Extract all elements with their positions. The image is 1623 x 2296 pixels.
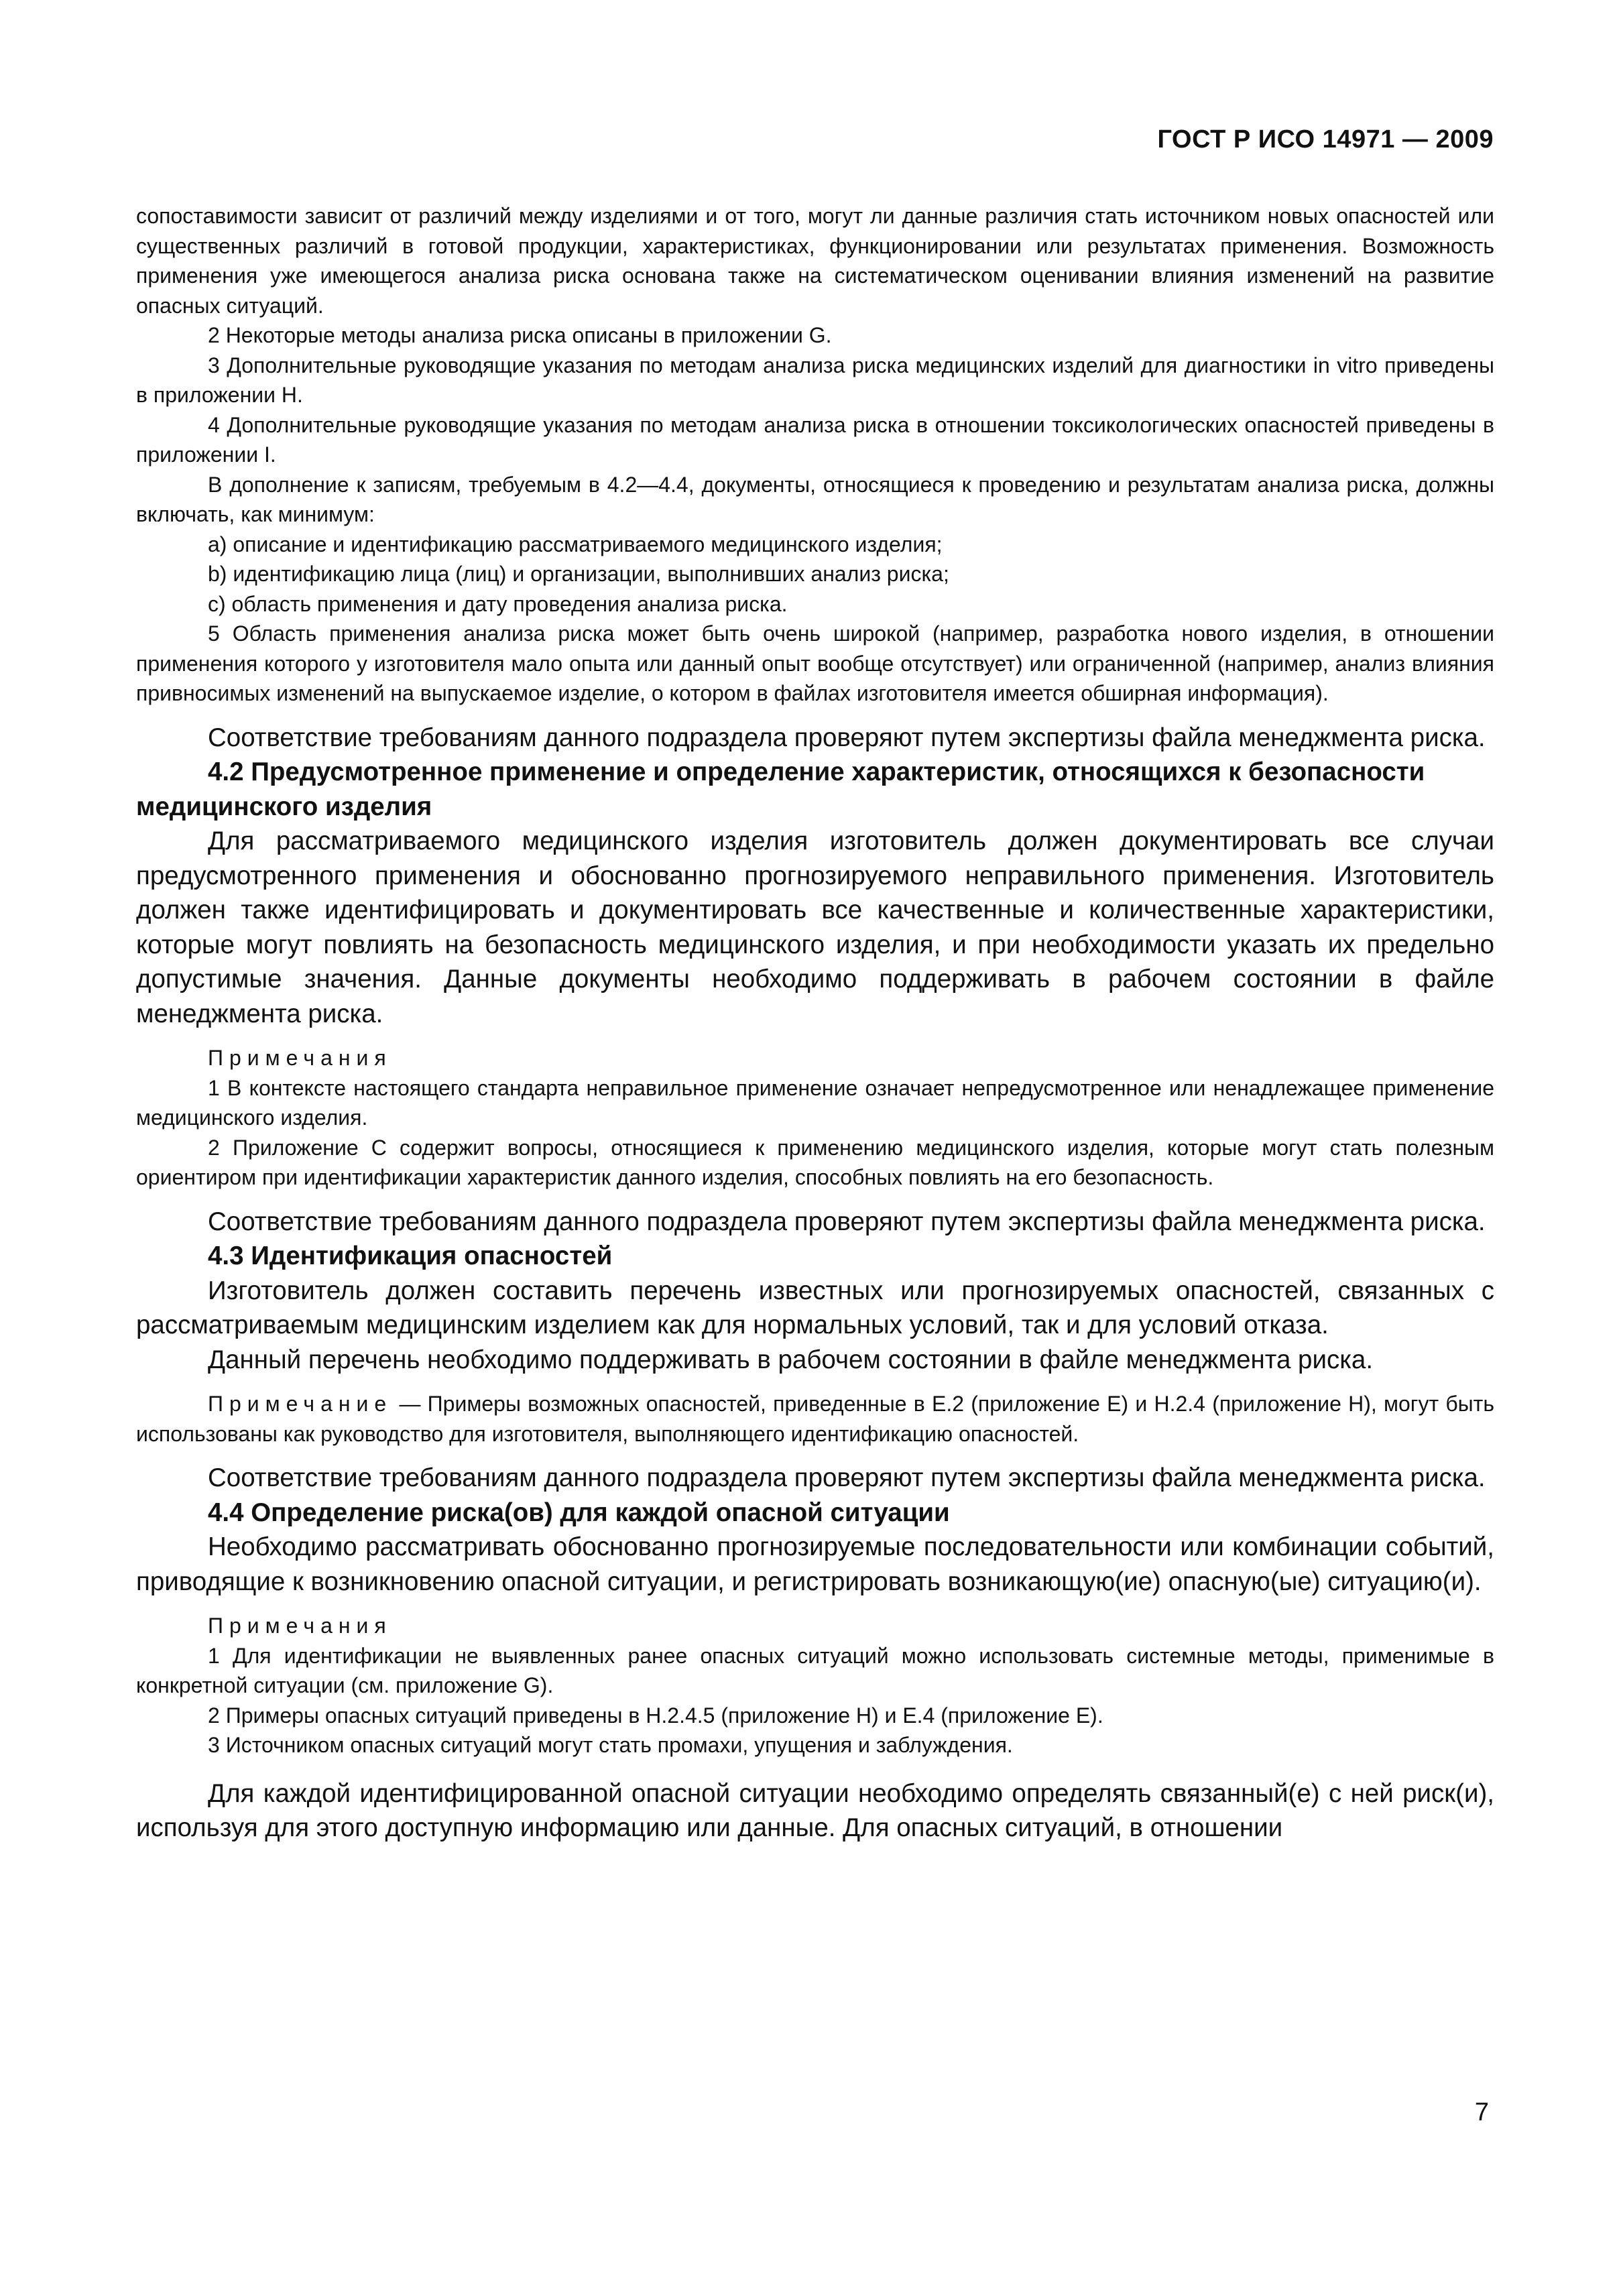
section-number: 4.4 xyxy=(208,1498,244,1527)
note-5: 5 Область применения анализа риска может быть очень широкой (например, разработка нового изделия, в отношении применения которого у изготовителя мало опыта или данный опыт вообще отсутствует) или ограниченной (например, анализ влияния привносимых изменений на выпускаемое изделие, о котором в файлах изготовителя имеется обширная информация). xyxy=(136,621,1494,705)
note-text: — Примеры возможных опасностей, приведенные в E.2 (приложение E) и H.2.4 (приложение H), могут быть использованы как руководство для изготовителя, выполняющего идентификацию опасностей. xyxy=(136,1392,1495,1446)
page-body xyxy=(136,201,1494,1846)
section-heading-4-4 xyxy=(136,1496,1494,1530)
section-title: Предусмотренное применение и определение характеристик, относящихся к безопасности медицинского изделия xyxy=(136,758,1425,821)
section-4-4-body-1: Необходимо рассматривать обоснованно прогнозируемые последовательности или комбинации событий, приводящие к возникновению опасной ситуации, и регистрировать возникающую(ие) опасную(ые) ситуацию(и). xyxy=(136,1532,1494,1596)
section-4-3-note xyxy=(136,1389,1494,1449)
notes-label: Примечания xyxy=(208,1046,392,1070)
note-label: Примечание xyxy=(208,1392,393,1416)
section-4-4-note-2: 2 Примеры опасных ситуаций приведены в H.2.4.5 (приложение H) и E.4 (приложение E). xyxy=(208,1703,1103,1728)
intro-paragraph: сопоставимости зависит от различий между изделиями и от того, могут ли данные различия стать источником новых опасностей или существенных различий в готовой продукции, характеристиках, функционировании или результатах применения. Возможность применения уже имеющегося анализа риска основана также на систематическом оценивании влияния изменений на развитие опасных ситуаций. xyxy=(136,204,1494,318)
compliance-paragraph: Соответствие требованиям данного подраздела проверяют путем экспертизы файла менеджмента риска. xyxy=(208,1207,1486,1236)
compliance-paragraph: Соответствие требованиям данного подраздела проверяют путем экспертизы файла менеджмента риска. xyxy=(208,1463,1486,1492)
section-4-4-body-2: Для каждой идентифицированной опасной ситуации необходимо определять связанный(е) с ней риск(и), используя для этого доступную информацию или данные. Для опасных ситуаций, в отношении xyxy=(136,1778,1494,1842)
document-id-header: ГОСТ Р ИСО 14971 — 2009 xyxy=(1157,125,1494,154)
note-3: 3 Дополнительные руководящие указания по методам анализа риска медицинских изделий для диагностики in vitro приведены в приложении H. xyxy=(136,353,1494,407)
list-item-a: a) описание и идентификацию рассматриваемого медицинского изделия; xyxy=(208,532,943,556)
section-4-4-note-3: 3 Источником опасных ситуаций могут стать промахи, упущения и заблуждения. xyxy=(208,1733,1013,1757)
list-item-b: b) идентификацию лица (лиц) и организации, выполнивших анализ риска; xyxy=(208,562,949,586)
intro-notes xyxy=(136,201,1494,709)
page-number: 7 xyxy=(1474,2098,1489,2126)
section-4-2-note-2: 2 Приложение C содержит вопросы, относящиеся к применению медицинского изделия, которые могут стать полезным ориентиром при идентификации характеристик данного изделия, способных повлиять на его безопасность. xyxy=(136,1135,1494,1189)
list-item-c: c) область применения и дату проведения анализа риска. xyxy=(208,591,788,616)
note-2: 2 Некоторые методы анализа риска описаны в приложении G. xyxy=(208,323,832,347)
section-4-4-note-1: 1 Для идентификации не выявленных ранее опасных ситуаций можно использовать системные методы, применимые в конкретной ситуации (см. приложение G). xyxy=(136,1643,1494,1697)
section-title: Определение риска(ов) для каждой опасной ситуации xyxy=(251,1498,950,1527)
section-number: 4.2 xyxy=(208,758,244,786)
section-number: 4.3 xyxy=(208,1242,244,1270)
compliance-paragraph: Соответствие требованиям данного подраздела проверяют путем экспертизы файла менеджмента риска. xyxy=(208,723,1486,752)
section-title: Идентификация опасностей xyxy=(251,1242,613,1270)
section-4-2-note-1: 1 В контексте настоящего стандарта неправильное применение означает непредусмотренное или ненадлежащее применение медицинского изделия. xyxy=(136,1075,1494,1130)
section-heading-4-2 xyxy=(136,755,1494,824)
notes-label: Примечания xyxy=(208,1614,392,1638)
records-paragraph: В дополнение к записям, требуемым в 4.2—4.4, документы, относящиеся к проведению и результатам анализа риска, должны включать, как минимум: xyxy=(136,472,1494,526)
section-heading-4-3 xyxy=(136,1239,1494,1274)
section-4-2-body: Для рассматриваемого медицинского изделия изготовитель должен документировать все случаи предусмотренного применения и обоснованно прогнозируемого неправильного применения. Изготовитель должен также идентифицировать и документировать все качественные и количественные характеристики, которые могут повлиять на безопасность медицинского изделия, и при необходимости указать их предельно допустимые значения. Данные документы необходимо поддерживать в рабочем состоянии в файле менеджмента риска. xyxy=(136,827,1494,1028)
section-4-3-body-1: Изготовитель должен составить перечень известных или прогнозируемых опасностей, связанных с рассматриваемым медицинским изделием как для нормальных условий, так и для условий отказа. xyxy=(136,1276,1494,1339)
note-4: 4 Дополнительные руководящие указания по методам анализа риска в отношении токсикологических опасностей приведены в приложении I. xyxy=(136,412,1494,467)
section-4-3-body-2: Данный перечень необходимо поддерживать в рабочем состоянии в файле менеджмента риска. xyxy=(208,1345,1374,1374)
